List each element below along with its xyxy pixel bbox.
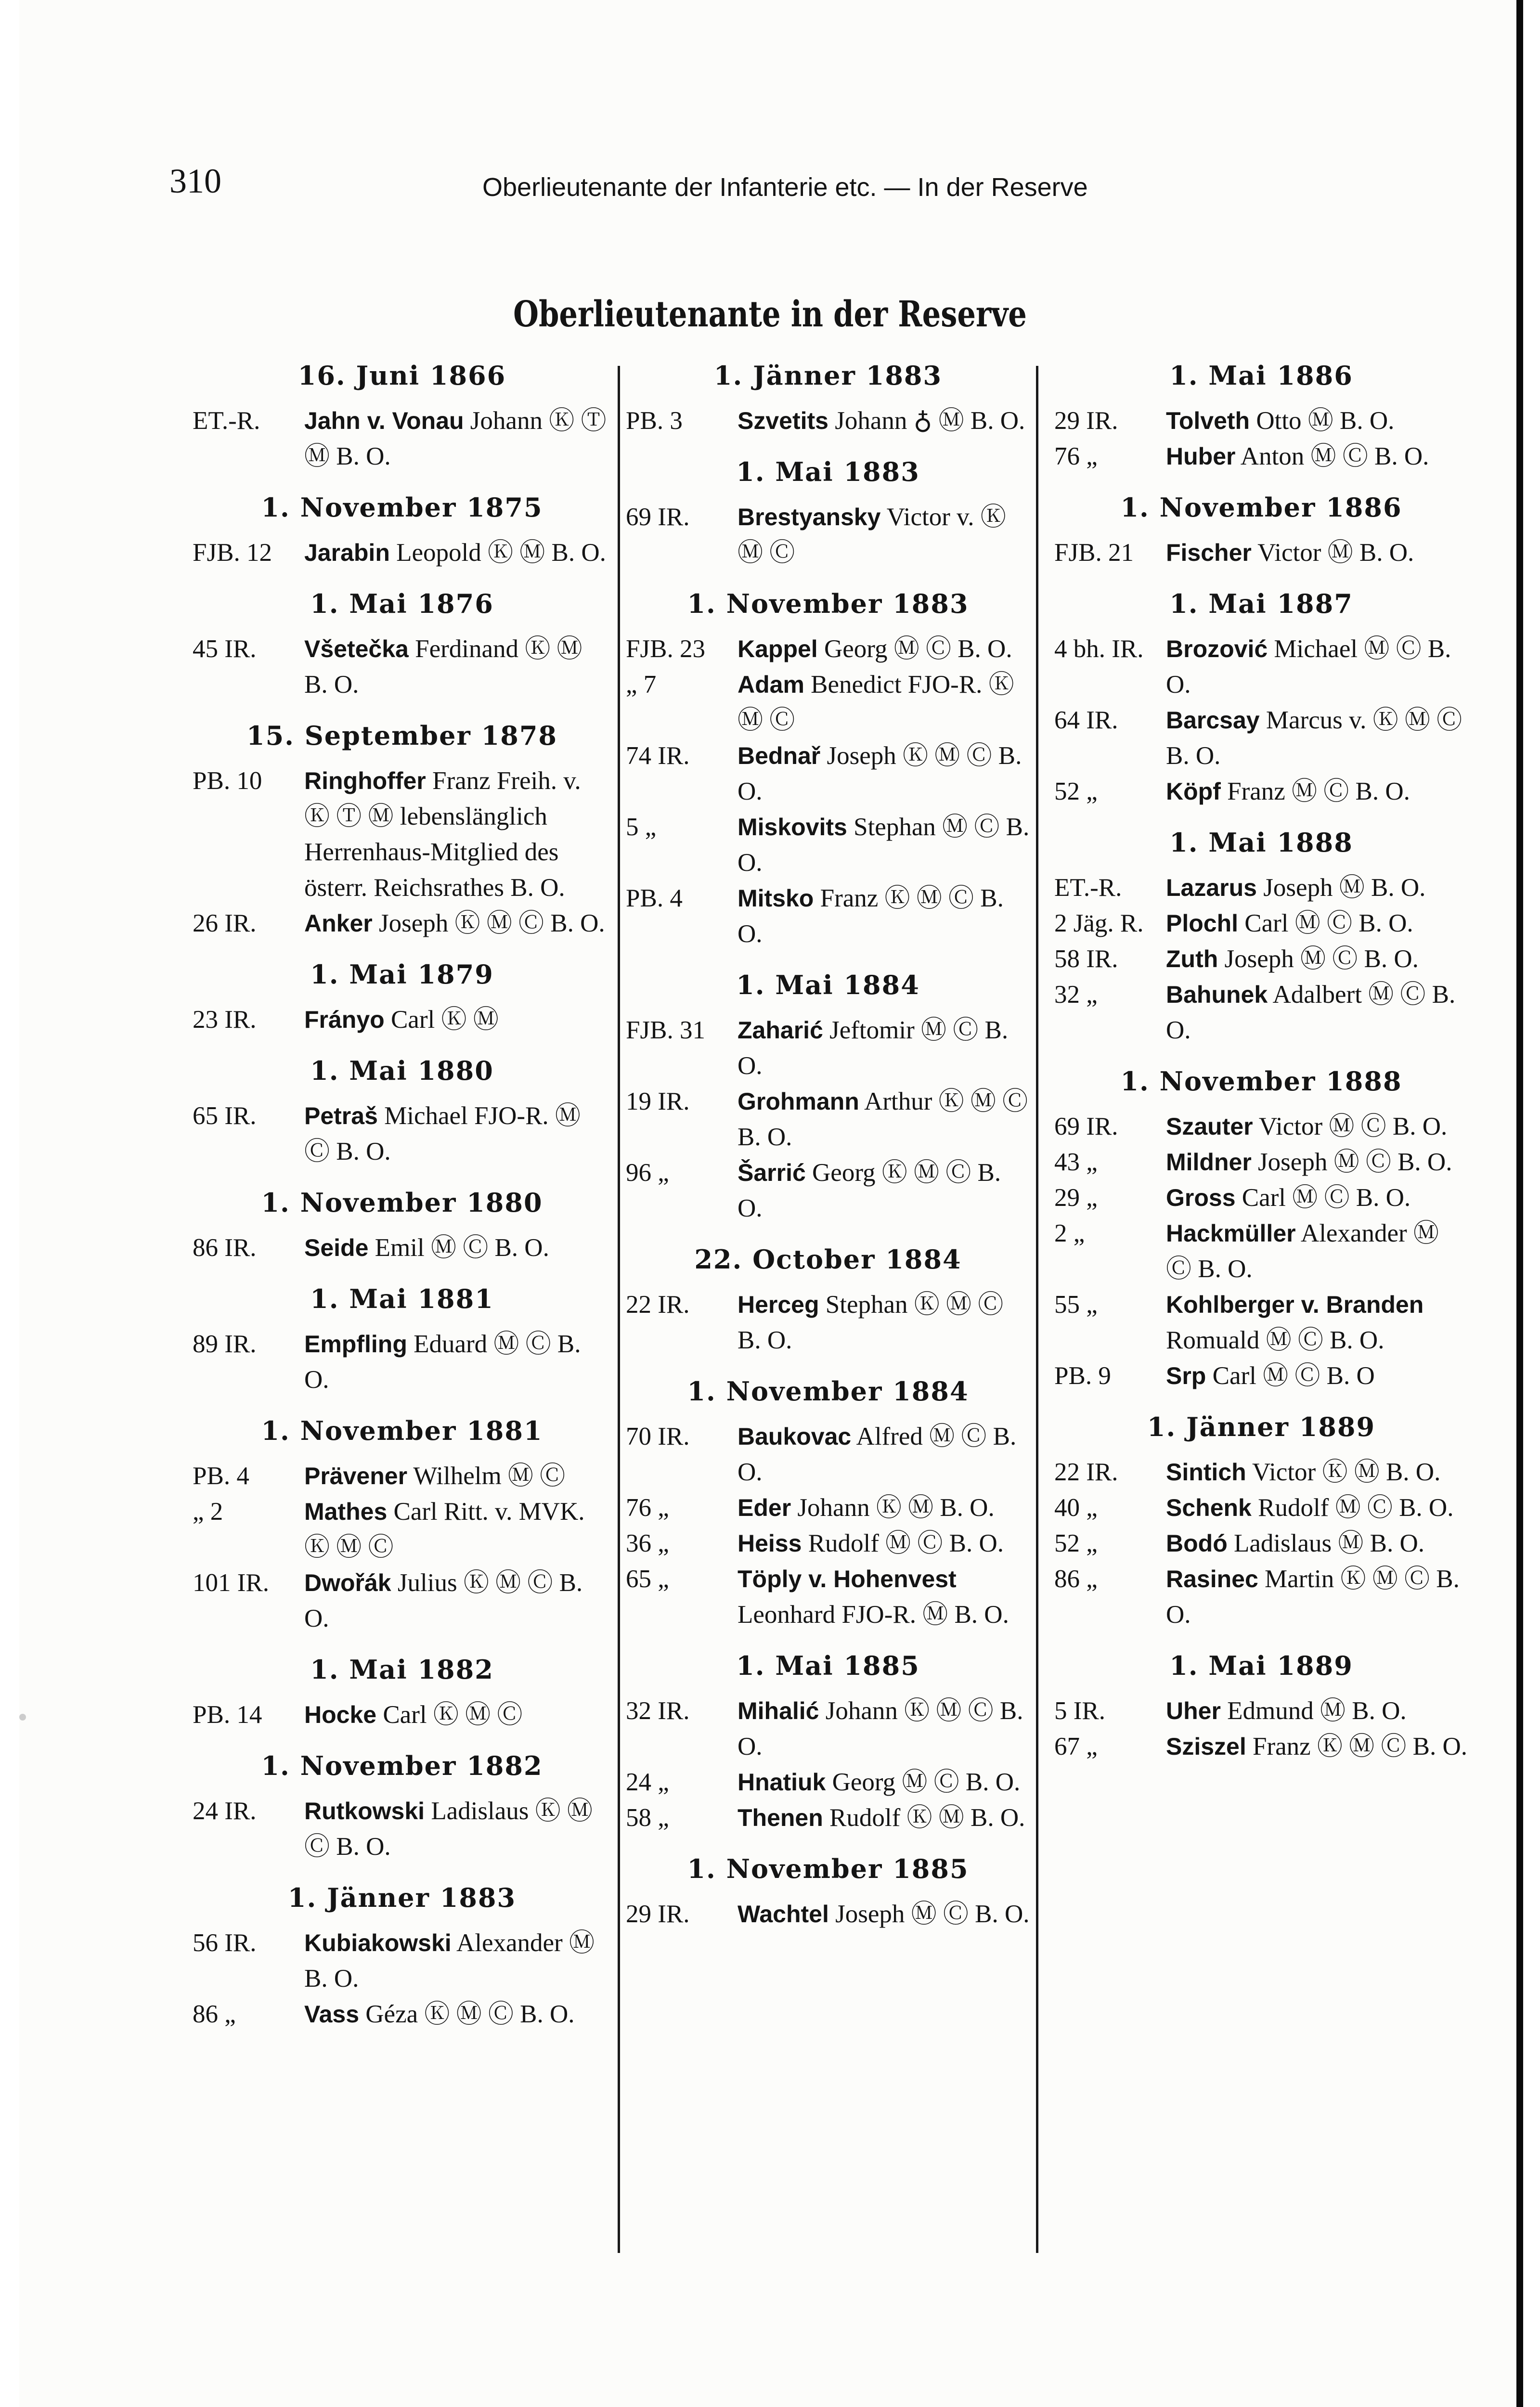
date-section bbox=[626, 968, 1030, 1226]
entry-unit: 24 IR. bbox=[193, 1797, 257, 1825]
entry-details: Johann Ⓚ Ⓜ B. O. bbox=[791, 1494, 995, 1522]
officer-entry bbox=[193, 1565, 611, 1636]
section-date-heading: 1. Mai 1882 bbox=[310, 1654, 494, 1685]
entry-surname: Petraš bbox=[304, 1102, 378, 1129]
section-date-heading: 1. Mai 1883 bbox=[736, 456, 920, 487]
officer-entry bbox=[193, 535, 611, 570]
entry-surname: Jarabin bbox=[304, 539, 390, 566]
entry-surname: Jahn v. Vonau bbox=[304, 407, 464, 434]
officer-entry bbox=[193, 1002, 611, 1037]
entry-details: Alexander Ⓜ Ⓒ B. O. bbox=[1166, 1219, 1439, 1283]
officer-entry bbox=[1054, 403, 1468, 439]
entry-surname: Eder bbox=[738, 1494, 791, 1521]
entry-surname: Schenk bbox=[1166, 1494, 1252, 1521]
entry-details: Rudolf Ⓜ Ⓒ B. O. bbox=[802, 1529, 1004, 1557]
entry-unit: 22 IR. bbox=[1054, 1458, 1118, 1486]
entry-surname: Zaharić bbox=[738, 1017, 823, 1044]
entry-surname: Rutkowski bbox=[304, 1798, 425, 1825]
entry-unit: 76 „ bbox=[1054, 442, 1098, 470]
entry-surname: Fischer bbox=[1166, 539, 1252, 566]
entry-details: Franz Ⓜ Ⓒ B. O. bbox=[1220, 777, 1410, 805]
column-divider bbox=[618, 366, 620, 2253]
entry-unit: 29 „ bbox=[1054, 1184, 1098, 1212]
entry-surname: Mitsko bbox=[738, 885, 814, 912]
officer-entry bbox=[626, 1419, 1030, 1490]
entry-details: Franz Freih. v. Ⓚ Ⓣ Ⓜ lebenslänglich Herrenhaus-Mitglied des österr. Reichsrathes B. O. bbox=[304, 767, 581, 902]
entry-details: Jeftomir Ⓜ Ⓒ B. O. bbox=[738, 1016, 1009, 1080]
entry-surname: Adam bbox=[738, 671, 804, 698]
officer-entry bbox=[626, 1526, 1030, 1561]
entry-details: Leonhard FJO-R. Ⓜ B. O. bbox=[738, 1601, 1009, 1629]
officer-entry bbox=[1054, 1216, 1468, 1287]
date-section bbox=[193, 359, 611, 474]
section-date-heading: 1. November 1885 bbox=[687, 1853, 969, 1884]
date-section bbox=[193, 719, 611, 941]
section-date-heading: 15. September 1878 bbox=[246, 720, 557, 751]
section-date-heading: 1. November 1882 bbox=[261, 1750, 543, 1781]
officer-entry bbox=[626, 880, 1030, 952]
date-section bbox=[1054, 491, 1468, 570]
date-section bbox=[193, 491, 611, 570]
entry-surname: Rasinec bbox=[1166, 1566, 1258, 1592]
date-section bbox=[626, 1649, 1030, 1836]
entry-unit: 56 IR. bbox=[193, 1929, 257, 1957]
entry-unit: 69 IR. bbox=[626, 503, 690, 531]
entry-unit: 5 „ bbox=[626, 813, 657, 841]
entry-surname: Zuth bbox=[1166, 945, 1218, 972]
entry-surname: Hnatiuk bbox=[738, 1769, 826, 1796]
entry-details: Marcus v. Ⓚ Ⓜ Ⓒ B. O. bbox=[1166, 706, 1462, 770]
date-section bbox=[1054, 1649, 1468, 1764]
entry-surname: Bednař bbox=[738, 742, 821, 769]
entry-details: Rudolf Ⓚ Ⓜ B. O. bbox=[823, 1804, 1025, 1832]
officer-entry bbox=[1054, 941, 1468, 977]
entry-details: Romuald Ⓜ Ⓒ B. O. bbox=[1166, 1326, 1385, 1354]
entry-details: Julius Ⓚ Ⓜ Ⓒ B. O. bbox=[304, 1569, 583, 1632]
entry-surname: Bahunek bbox=[1166, 981, 1268, 1008]
date-section bbox=[193, 1054, 611, 1169]
officer-entry bbox=[626, 1896, 1030, 1932]
officer-entry bbox=[626, 631, 1030, 667]
entry-details: Franz Ⓚ Ⓜ Ⓒ B. O. bbox=[738, 884, 1004, 948]
section-date-heading: 1. Mai 1876 bbox=[310, 588, 494, 619]
section-date-heading: 1. Jänner 1889 bbox=[1147, 1411, 1376, 1442]
entry-unit: 43 „ bbox=[1054, 1148, 1098, 1176]
section-date-heading: 1. Jänner 1883 bbox=[287, 1882, 517, 1913]
officer-entry bbox=[193, 763, 611, 906]
section-date-heading: 1. Mai 1884 bbox=[736, 970, 920, 1000]
entry-surname: Prävener bbox=[304, 1462, 408, 1489]
date-section bbox=[193, 958, 611, 1037]
officer-entry bbox=[1054, 1454, 1468, 1490]
entry-surname: Sintich bbox=[1166, 1459, 1246, 1486]
entry-surname: Empfling bbox=[304, 1331, 407, 1358]
date-section bbox=[626, 587, 1030, 952]
entry-details: Arthur Ⓚ Ⓜ Ⓒ B. O. bbox=[738, 1087, 1028, 1151]
column-divider bbox=[1036, 366, 1038, 2253]
entry-details: Leopold Ⓚ Ⓜ B. O. bbox=[389, 539, 606, 567]
entry-surname: Fránуo bbox=[304, 1006, 385, 1033]
officer-entry bbox=[1054, 774, 1468, 809]
entry-unit: 26 IR. bbox=[193, 909, 257, 937]
entry-unit: 96 „ bbox=[626, 1159, 669, 1187]
officer-entry bbox=[626, 1764, 1030, 1800]
entry-surname: Uher bbox=[1166, 1697, 1221, 1724]
section-date-heading: 1. November 1881 bbox=[261, 1415, 543, 1446]
entry-unit: 86 IR. bbox=[193, 1234, 257, 1262]
section-date-heading: 1. Mai 1886 bbox=[1169, 360, 1353, 391]
officer-entry bbox=[193, 1697, 611, 1733]
section-date-heading: 1. Mai 1888 bbox=[1169, 827, 1353, 858]
entry-details: Georg Ⓜ Ⓒ B. O. bbox=[826, 1768, 1021, 1796]
section-date-heading: 22. October 1884 bbox=[694, 1244, 962, 1275]
entry-unit: 74 IR. bbox=[626, 742, 690, 770]
entry-unit: 52 „ bbox=[1054, 777, 1098, 805]
section-date-heading: 1. Jänner 1883 bbox=[713, 360, 943, 391]
officer-entry bbox=[193, 631, 611, 702]
officer-entry bbox=[626, 499, 1030, 570]
entry-details: Carl Ⓜ Ⓒ B. O. bbox=[1235, 1184, 1411, 1212]
entry-details: Carl Ⓜ Ⓒ B. O. bbox=[1238, 909, 1413, 937]
officer-entry bbox=[626, 667, 1030, 738]
section-date-heading: 1. Mai 1885 bbox=[736, 1650, 920, 1681]
entry-details: Otto Ⓜ B. O. bbox=[1250, 407, 1395, 435]
column-1 bbox=[193, 359, 611, 2032]
entry-unit: FJB. 23 bbox=[626, 635, 705, 663]
officer-entry bbox=[193, 1098, 611, 1169]
entry-unit: 23 IR. bbox=[193, 1006, 257, 1034]
officer-entry bbox=[1054, 439, 1468, 474]
entry-unit: 58 „ bbox=[626, 1804, 669, 1832]
entry-details: Johann ♁ Ⓜ B. O. bbox=[828, 407, 1025, 435]
entry-surname: Mihalić bbox=[738, 1697, 819, 1724]
date-section bbox=[626, 1242, 1030, 1358]
entry-unit: 40 „ bbox=[1054, 1494, 1098, 1522]
officer-entry bbox=[626, 1490, 1030, 1526]
date-section bbox=[193, 587, 611, 702]
entry-unit: PB. 9 bbox=[1054, 1362, 1111, 1390]
entry-surname: Lazarus bbox=[1166, 874, 1257, 901]
page-title: Oberlieutenante in der Reserve bbox=[513, 294, 1027, 335]
entry-surname: Hackmüller bbox=[1166, 1220, 1296, 1247]
date-section bbox=[193, 1749, 611, 1864]
entry-unit: 32 „ bbox=[1054, 981, 1098, 1009]
entry-surname: Herceg bbox=[738, 1291, 819, 1318]
date-section bbox=[1054, 359, 1468, 474]
entry-unit: 2 Jäg. R. bbox=[1054, 909, 1144, 937]
officer-entry bbox=[1054, 906, 1468, 941]
date-section bbox=[626, 1374, 1030, 1632]
entry-unit: 5 IR. bbox=[1054, 1697, 1105, 1725]
entry-details: Victor v. Ⓚ Ⓜ Ⓒ bbox=[738, 503, 1006, 567]
entry-surname: Köpf bbox=[1166, 778, 1221, 805]
section-date-heading: 1. Mai 1879 bbox=[310, 959, 494, 990]
entry-surname: Kappel bbox=[738, 635, 818, 662]
entry-details: Joseph Ⓜ Ⓒ B. O. bbox=[828, 1900, 1030, 1928]
entry-details: Georg Ⓜ Ⓒ B. O. bbox=[817, 635, 1012, 663]
entry-surname: Vass bbox=[304, 2001, 360, 2028]
date-section bbox=[193, 1881, 611, 2032]
entry-unit: 76 „ bbox=[626, 1494, 669, 1522]
entry-details: Eduard Ⓜ Ⓒ B. O. bbox=[304, 1330, 581, 1394]
entry-details: Joseph Ⓚ Ⓜ Ⓒ B. O. bbox=[372, 909, 605, 937]
entry-unit: 4 bh. IR. bbox=[1054, 635, 1144, 663]
entry-surname: Szvetits bbox=[738, 407, 828, 434]
entry-details: Anton Ⓜ Ⓒ B. O. bbox=[1235, 442, 1429, 470]
entry-surname: Wachtel bbox=[738, 1901, 829, 1928]
entry-surname: Brestyansky bbox=[738, 504, 881, 531]
entry-details: Victor Ⓜ B. O. bbox=[1251, 539, 1414, 567]
officer-entry bbox=[193, 1458, 611, 1494]
date-section bbox=[1054, 1410, 1468, 1632]
date-section bbox=[193, 1653, 611, 1733]
entry-surname: Huber bbox=[1166, 443, 1236, 470]
entry-surname: Šarrić bbox=[738, 1159, 806, 1186]
entry-unit: 24 „ bbox=[626, 1768, 669, 1796]
entry-unit: 67 „ bbox=[1054, 1733, 1098, 1760]
section-date-heading: 16. Juni 1866 bbox=[298, 360, 506, 391]
entry-surname: Miskovits bbox=[738, 814, 847, 841]
officer-entry bbox=[1054, 1490, 1468, 1526]
entry-unit: 86 „ bbox=[193, 2000, 236, 2028]
officer-entry bbox=[193, 1230, 611, 1266]
entry-unit: 64 IR. bbox=[1054, 706, 1118, 734]
entry-surname: Mildner bbox=[1166, 1149, 1252, 1176]
officer-entry bbox=[193, 1494, 611, 1565]
entry-details: Michael Ⓜ Ⓒ B. O. bbox=[1166, 635, 1451, 699]
entry-unit: 29 IR. bbox=[1054, 407, 1118, 435]
entry-surname: Szauter bbox=[1166, 1113, 1253, 1140]
entry-details: Carl Ritt. v. MVK. Ⓚ Ⓜ Ⓒ bbox=[304, 1498, 585, 1561]
entry-unit: 55 „ bbox=[1054, 1291, 1098, 1319]
entry-details: Joseph Ⓜ Ⓒ B. O. bbox=[1251, 1148, 1452, 1176]
entry-unit: FJB. 21 bbox=[1054, 539, 1134, 567]
entry-unit: 22 IR. bbox=[626, 1291, 690, 1319]
entry-details: Benedict FJO-R. Ⓚ Ⓜ Ⓒ bbox=[738, 671, 1014, 734]
running-header: Oberlieutenante der Infanterie etc. — In der Reserve bbox=[482, 173, 1088, 202]
page-number: 310 bbox=[169, 162, 221, 200]
officer-entry bbox=[1054, 631, 1468, 702]
entry-surname: Brozović bbox=[1166, 635, 1268, 662]
entry-surname: Ringhoffer bbox=[304, 767, 426, 794]
entry-surname: Heiss bbox=[738, 1530, 802, 1557]
entry-unit: „ 2 bbox=[193, 1498, 223, 1526]
entry-details: Joseph Ⓚ Ⓜ Ⓒ B. O. bbox=[738, 742, 1022, 805]
entry-details: Ferdinand Ⓚ Ⓜ B. O. bbox=[304, 635, 582, 699]
officer-entry bbox=[626, 1800, 1030, 1836]
entry-unit: ET.-R. bbox=[1054, 874, 1122, 902]
entry-details: Stephan Ⓜ Ⓒ B. O. bbox=[738, 813, 1030, 877]
officer-entry bbox=[626, 1693, 1030, 1764]
officer-entry bbox=[193, 1793, 611, 1864]
entry-unit: 29 IR. bbox=[626, 1900, 690, 1928]
officer-entry bbox=[193, 1996, 611, 2032]
entry-unit: 65 IR. bbox=[193, 1102, 257, 1130]
entry-unit: PB. 4 bbox=[626, 884, 683, 912]
entry-unit: 86 „ bbox=[1054, 1565, 1098, 1593]
entry-unit: PB. 14 bbox=[193, 1701, 262, 1729]
entry-details: Martin Ⓚ Ⓜ Ⓒ B. O. bbox=[1166, 1565, 1460, 1629]
entry-details: Ladislaus Ⓜ B. O. bbox=[1227, 1529, 1424, 1557]
entry-unit: ET.-R. bbox=[193, 407, 260, 435]
officer-entry bbox=[626, 1287, 1030, 1358]
entry-surname: Gross bbox=[1166, 1184, 1236, 1211]
date-section bbox=[193, 1186, 611, 1266]
officer-entry bbox=[626, 809, 1030, 880]
entry-details: Alfred Ⓜ Ⓒ B. O. bbox=[738, 1423, 1017, 1486]
entry-details: Joseph Ⓜ B. O. bbox=[1256, 874, 1426, 902]
date-section bbox=[626, 359, 1030, 439]
entry-unit: 70 IR. bbox=[626, 1423, 690, 1450]
entry-details: Stephan Ⓚ Ⓜ Ⓒ B. O. bbox=[738, 1291, 1004, 1354]
section-date-heading: 1. November 1884 bbox=[687, 1376, 969, 1407]
entry-surname: Plochl bbox=[1166, 910, 1239, 937]
officer-entry bbox=[1054, 1180, 1468, 1216]
officer-entry bbox=[1054, 977, 1468, 1048]
date-section bbox=[626, 1852, 1030, 1932]
date-section bbox=[1054, 587, 1468, 809]
entry-unit: 52 „ bbox=[1054, 1529, 1098, 1557]
column-2 bbox=[626, 359, 1030, 1932]
entry-surname: Baukovac bbox=[738, 1423, 852, 1450]
officer-entry bbox=[626, 738, 1030, 809]
entry-unit: 101 IR. bbox=[193, 1569, 269, 1597]
entry-details: Johann Ⓚ Ⓣ Ⓜ B. O. bbox=[304, 407, 607, 470]
officer-entry bbox=[1054, 1287, 1468, 1358]
entry-unit: 69 IR. bbox=[1054, 1113, 1118, 1140]
entry-details: Géza Ⓚ Ⓜ Ⓒ B. O. bbox=[359, 2000, 575, 2028]
entry-unit: 58 IR. bbox=[1054, 945, 1118, 973]
entry-unit: „ 7 bbox=[626, 671, 657, 699]
section-date-heading: 1. November 1875 bbox=[261, 492, 543, 523]
entry-details: Carl Ⓜ Ⓒ B. O bbox=[1206, 1362, 1375, 1390]
entry-surname: Seide bbox=[304, 1234, 369, 1261]
entry-surname: Anker bbox=[304, 910, 373, 937]
entry-surname: Barcsay bbox=[1166, 707, 1260, 734]
section-date-heading: 1. Mai 1881 bbox=[310, 1283, 494, 1314]
paper-speck bbox=[19, 1714, 26, 1721]
entry-unit: 36 „ bbox=[626, 1529, 669, 1557]
date-section bbox=[193, 1282, 611, 1398]
entry-unit: 89 IR. bbox=[193, 1330, 257, 1358]
entry-details: Alexander Ⓜ B. O. bbox=[304, 1929, 595, 1993]
entry-surname: Tolveth bbox=[1166, 407, 1250, 434]
entry-details: Rudolf Ⓜ Ⓒ B. O. bbox=[1251, 1494, 1454, 1522]
entry-details: Edmund Ⓜ B. O. bbox=[1220, 1697, 1407, 1725]
officer-entry bbox=[1054, 870, 1468, 906]
entry-details: Emil Ⓜ Ⓒ B. O. bbox=[368, 1234, 549, 1262]
entry-unit: 32 IR. bbox=[626, 1697, 690, 1725]
entry-surname: Hocke bbox=[304, 1701, 377, 1728]
entry-unit: FJB. 12 bbox=[193, 539, 272, 567]
entry-details: Victor Ⓚ Ⓜ B. O. bbox=[1246, 1458, 1441, 1486]
officer-entry bbox=[626, 1155, 1030, 1226]
entry-surname: Mathes bbox=[304, 1498, 388, 1525]
officer-entry bbox=[1054, 1729, 1468, 1764]
entry-details: Carl Ⓚ Ⓜ bbox=[384, 1006, 499, 1034]
section-date-heading: 1. November 1888 bbox=[1120, 1066, 1402, 1097]
section-date-heading: 1. November 1883 bbox=[687, 588, 969, 619]
entry-surname: Dwořák bbox=[304, 1569, 391, 1596]
entry-surname: Grohmann bbox=[738, 1088, 859, 1115]
section-date-heading: 1. Mai 1887 bbox=[1169, 588, 1353, 619]
officer-entry bbox=[626, 403, 1030, 439]
entry-surname: Kubiakowski bbox=[304, 1929, 452, 1956]
entry-unit: 19 IR. bbox=[626, 1087, 690, 1115]
entry-surname: Töply v. Hohenvest bbox=[738, 1566, 957, 1592]
entry-details: Carl Ⓚ Ⓜ Ⓒ bbox=[376, 1701, 523, 1729]
entry-unit: 65 „ bbox=[626, 1565, 669, 1593]
officer-entry bbox=[1054, 1693, 1468, 1729]
date-section bbox=[1054, 826, 1468, 1048]
section-date-heading: 1. November 1886 bbox=[1120, 492, 1402, 523]
officer-entry bbox=[1054, 535, 1468, 570]
entry-surname: Sziszel bbox=[1166, 1733, 1246, 1760]
officer-entry bbox=[1054, 1144, 1468, 1180]
entry-unit: FJB. 31 bbox=[626, 1016, 705, 1044]
date-section bbox=[1054, 1064, 1468, 1394]
column-3 bbox=[1054, 359, 1468, 1764]
officer-entry bbox=[626, 1084, 1030, 1155]
entry-surname: Kohlberger v. Branden bbox=[1166, 1291, 1424, 1318]
officer-entry bbox=[1054, 702, 1468, 774]
officer-entry bbox=[193, 906, 611, 941]
section-date-heading: 1. Mai 1889 bbox=[1169, 1650, 1353, 1681]
officer-entry bbox=[1054, 1526, 1468, 1561]
officer-entry bbox=[193, 1925, 611, 1996]
entry-surname: Thenen bbox=[738, 1804, 823, 1831]
entry-unit: PB. 4 bbox=[193, 1462, 249, 1490]
officer-entry bbox=[1054, 1358, 1468, 1394]
entry-details: Ladislaus Ⓚ Ⓜ Ⓒ B. O. bbox=[304, 1797, 593, 1861]
officer-entry bbox=[626, 1561, 1030, 1632]
section-date-heading: 1. Mai 1880 bbox=[310, 1055, 494, 1086]
entry-details: Michael FJO-R. Ⓜ Ⓒ B. O. bbox=[304, 1102, 581, 1165]
entry-details: Johann Ⓚ Ⓜ Ⓒ B. O. bbox=[738, 1697, 1023, 1760]
entry-surname: Bodó bbox=[1166, 1530, 1228, 1557]
entry-details: Victor Ⓜ Ⓒ B. O. bbox=[1253, 1113, 1448, 1140]
entry-details: Georg Ⓚ Ⓜ Ⓒ B. O. bbox=[738, 1159, 1001, 1222]
officer-entry bbox=[626, 1012, 1030, 1084]
entry-details: Joseph Ⓜ Ⓒ B. O. bbox=[1218, 945, 1419, 973]
entry-details: Wilhelm Ⓜ Ⓒ bbox=[407, 1462, 566, 1490]
officer-entry bbox=[1054, 1109, 1468, 1144]
entry-unit: PB. 10 bbox=[193, 767, 262, 795]
date-section bbox=[626, 455, 1030, 570]
officer-entry bbox=[1054, 1561, 1468, 1632]
entry-unit: 2 „ bbox=[1054, 1219, 1085, 1247]
entry-unit: 45 IR. bbox=[193, 635, 257, 663]
officer-entry bbox=[193, 1326, 611, 1398]
date-section bbox=[193, 1414, 611, 1636]
entry-surname: Všetečka bbox=[304, 635, 409, 662]
officer-entry bbox=[193, 403, 611, 474]
entry-unit: PB. 3 bbox=[626, 407, 683, 435]
entry-surname: Srp bbox=[1166, 1362, 1206, 1389]
section-date-heading: 1. November 1880 bbox=[261, 1187, 543, 1218]
entry-details: Franz Ⓚ Ⓜ Ⓒ B. O. bbox=[1246, 1733, 1468, 1760]
entry-details: Adalbert Ⓜ Ⓒ B. O. bbox=[1166, 981, 1456, 1044]
